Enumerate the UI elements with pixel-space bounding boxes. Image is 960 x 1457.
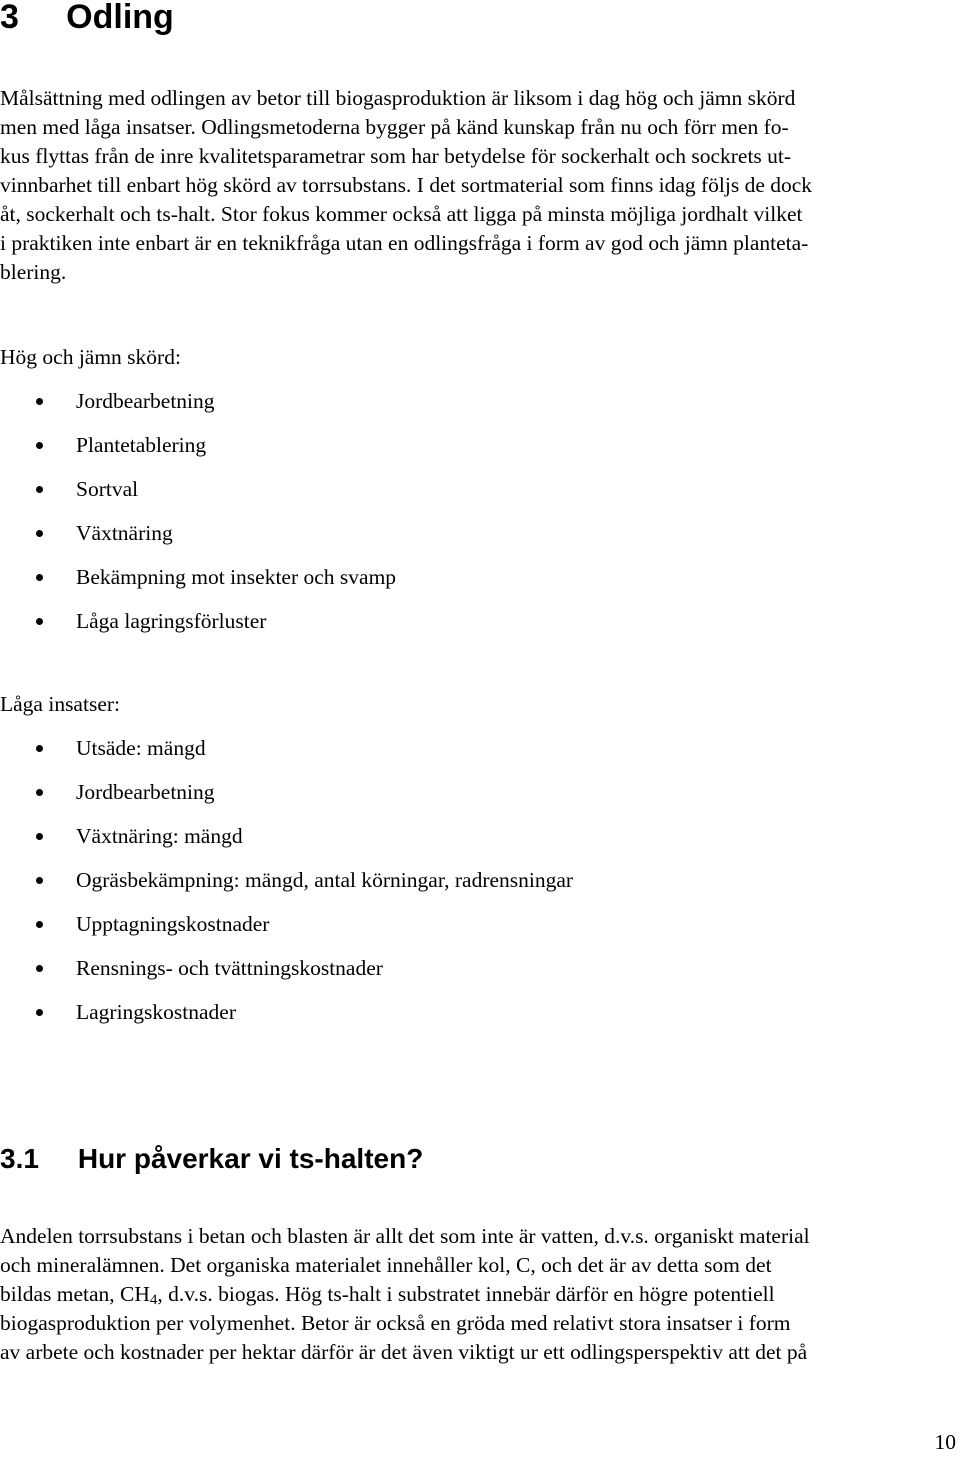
page-number: 10 <box>934 1430 956 1454</box>
section-line: bildas metan, $CH_4$, d.v.s. biogas. Hög ts-halt i substratet innebär därför en högre potentiell <box>0 1282 775 1308</box>
intro-line: kus flyttas från de inre kvalitetsparametrar som har betydelse för sockerhalt och sockrets ut- <box>0 144 792 168</box>
list-item: Utsäde: mängd <box>0 734 573 778</box>
list-item: Lagringskostnader <box>0 998 573 1042</box>
bullet-icon <box>36 789 43 796</box>
list-item: Bekämpning mot insekter och svamp <box>0 563 396 607</box>
bullet-icon <box>36 574 43 581</box>
low-input-label: Låga insatser: <box>0 692 120 716</box>
list-item: Plantetablering <box>0 431 396 475</box>
bullet-icon <box>36 442 43 449</box>
bullet-icon <box>36 921 43 928</box>
intro-line: vinnbarhet till enbart hög skörd av torrsubstans. I det sortmaterial som finns idag följs de dock <box>0 173 813 197</box>
chapter-title: Odling <box>66 0 174 36</box>
section-number: 3.1 <box>0 1143 39 1174</box>
bullet-icon <box>36 965 43 972</box>
high-yield-label: Hög och jämn skörd: <box>0 345 181 369</box>
intro-line: åt, sockerhalt och ts-halt. Stor fokus kommer också att ligga på minsta möjliga jordhalt vilket <box>0 202 803 226</box>
bullet-icon <box>36 618 43 625</box>
bullet-icon <box>36 486 43 493</box>
list-item: Låga lagringsförluster <box>0 607 396 651</box>
intro-line: Målsättning med odlingen av betor till biogasproduktion är liksom i dag hög och jämn skörd <box>0 86 796 110</box>
list-item: Växtnäring <box>0 519 396 563</box>
section-title: Hur påverkar vi ts-halten? <box>77 1143 424 1174</box>
list-item: Sortval <box>0 475 396 519</box>
subscript: 4 <box>149 1292 158 1308</box>
list-item: Rensnings- och tvättningskostnader <box>0 954 573 998</box>
bullet-icon <box>36 1009 43 1016</box>
intro-paragraph <box>0 84 960 287</box>
section-line: och mineralämnen. Det organiska materialet innehåller kol, C, och det är av detta som det <box>0 1253 772 1277</box>
intro-line: i praktiken inte enbart är en teknikfråga utan en odlingsfråga i form av god och jämn planteta- <box>0 231 809 255</box>
section-line: biogasproduktion per volymenhet. Betor är också en gröda med relativt stora insatser i form <box>0 1311 791 1335</box>
chapter-heading <box>0 0 174 34</box>
bullet-icon <box>36 530 43 537</box>
chapter-number: 3 <box>0 0 19 36</box>
low-input-list <box>0 734 573 1042</box>
intro-line: men med låga insatser. Odlingsmetoderna bygger på känd kunskap från nu och förr men fo- <box>0 115 789 139</box>
bullet-icon <box>36 745 43 752</box>
bullet-icon <box>36 833 43 840</box>
bullet-icon <box>36 398 43 405</box>
bullet-icon <box>36 877 43 884</box>
section-heading <box>0 1142 423 1176</box>
list-item: Jordbearbetning <box>0 387 396 431</box>
section-paragraph <box>0 1222 960 1367</box>
section-line: av arbete och kostnader per hektar därför är det även viktigt ur ett odlingsperspektiv att det på <box>0 1340 808 1364</box>
list-item: Upptagningskostnader <box>0 910 573 954</box>
section-line: Andelen torrsubstans i betan och blasten är allt det som inte är vatten, d.v.s. organiskt material <box>0 1224 810 1248</box>
high-yield-list <box>0 387 396 651</box>
list-item: Ogräsbekämpning: mängd, antal körningar, radrensningar <box>0 866 573 910</box>
list-item: Växtnäring: mängd <box>0 822 573 866</box>
list-item: Jordbearbetning <box>0 778 573 822</box>
intro-line: blering. <box>0 260 67 284</box>
